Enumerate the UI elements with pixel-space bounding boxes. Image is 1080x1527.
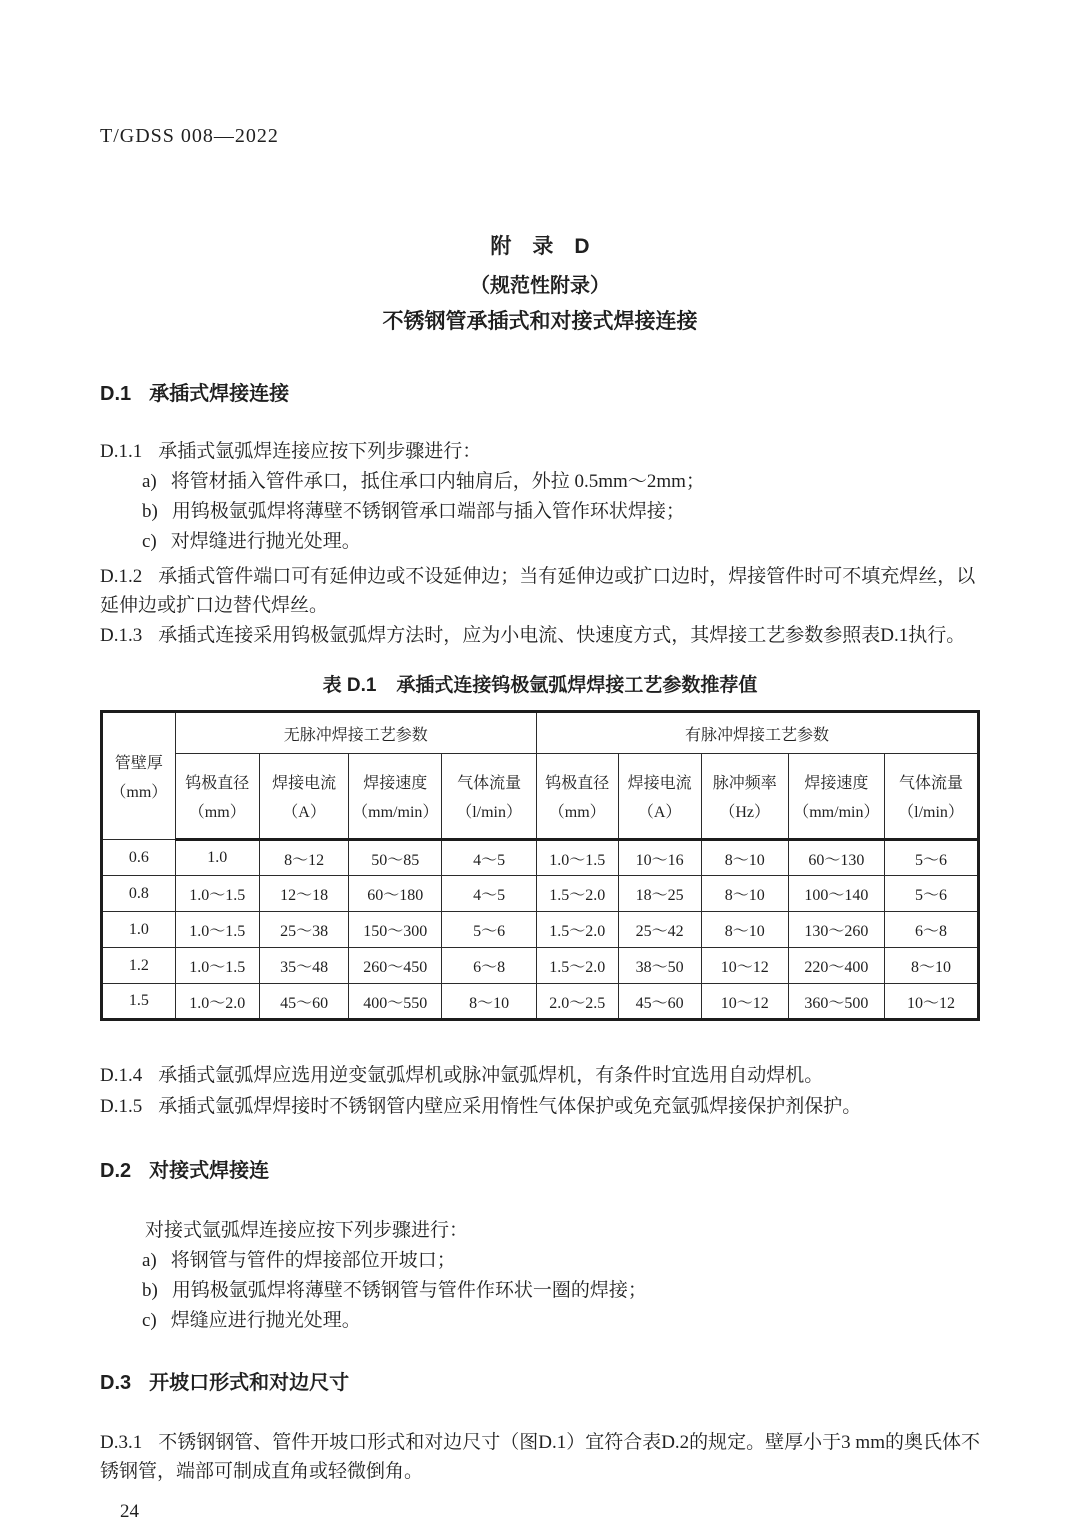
column-header-unit: （l/min） — [898, 804, 964, 821]
para-d112-text: 承插式管件端口可有延伸边或不设延伸边；当有延伸边或扩口边时，焊接管件时可不填充焊丝，以延伸边或扩口边替代焊丝。 — [100, 566, 976, 616]
table-group-header-row — [102, 712, 979, 754]
table-cell: 1.5～2.0 — [536, 948, 618, 984]
table-cell: 150～300 — [349, 912, 442, 948]
table-row — [102, 984, 979, 1020]
column-header-unit: （Hz） — [719, 804, 771, 821]
table-cell: 60～130 — [788, 840, 884, 876]
table-cell: 5～6 — [885, 876, 979, 912]
section-d1-label: D.1 — [100, 383, 132, 405]
table-cell: 4～5 — [442, 840, 537, 876]
table-row — [102, 840, 979, 876]
table-cell: 1.0 — [175, 840, 259, 876]
table-cell: 10～12 — [885, 984, 979, 1020]
table-cell: 400～550 — [349, 984, 442, 1020]
table-column-header — [175, 754, 259, 840]
para-d111-label: D.1.1 — [100, 441, 143, 462]
para-d131-label: D.3.1 — [100, 1432, 143, 1453]
column-header-unit: （mm） — [548, 804, 606, 821]
table-column-header — [259, 754, 348, 840]
table-cell: 260～450 — [349, 948, 442, 984]
table-cell: 1.0～1.5 — [175, 876, 259, 912]
table-cell: 25～38 — [259, 912, 348, 948]
list-item-label: c) — [142, 531, 157, 552]
table-cell: 6～8 — [885, 912, 979, 948]
column-header-unit: （A） — [637, 804, 682, 821]
table-cell: 45～60 — [618, 984, 701, 1020]
table-cell: 1.0～2.0 — [175, 984, 259, 1020]
list-item-text: 将管材插入管件承口，抵住承口内轴肩后，外拉 0.5mm～2mm； — [170, 471, 705, 492]
table-cell: 0.8 — [102, 876, 176, 912]
appendix-name: 不锈钢管承插式和对接式焊接连接 — [382, 310, 698, 333]
table-cell: 10～12 — [701, 984, 788, 1020]
para-d113-label: D.1.3 — [100, 625, 143, 646]
list-item — [100, 1306, 980, 1335]
table-row — [102, 948, 979, 984]
list-item-text: 焊缝应进行抛光处理。 — [170, 1310, 361, 1331]
table-cell: 8～12 — [259, 840, 348, 876]
column-header-unit: （mm） — [188, 804, 246, 821]
column-header-unit: （A） — [282, 804, 326, 821]
list-item-text: 对焊缝进行抛光处理。 — [170, 531, 361, 552]
column-header-line1: 钨极直径 — [185, 775, 250, 792]
table-cell: 1.0～1.5 — [175, 948, 259, 984]
appendix-heading: 附 录 D — [490, 235, 590, 258]
section-d3-label: D.3 — [100, 1372, 132, 1394]
table-cell: 8～10 — [701, 840, 788, 876]
section-d2-label: D.2 — [100, 1160, 132, 1182]
table-d1-title-text: 承插式连接钨极氩弧焊焊接工艺参数推荐值 — [396, 675, 758, 696]
table-d1-title-label: 表 D.1 — [322, 675, 377, 696]
list-item — [100, 467, 980, 496]
table-cell: 8～10 — [885, 948, 979, 984]
table-cell: 0.6 — [102, 840, 176, 876]
list-item-label: b) — [142, 1280, 158, 1301]
list-item-label: a) — [142, 1250, 157, 1271]
para-d115-text: 承插式氩弧焊焊接时不锈钢管内壁应采用惰性气体保护或免充氩弧焊接保护剂保护。 — [158, 1096, 862, 1117]
para-d114 — [100, 1061, 980, 1090]
table-subheader-row — [102, 754, 979, 840]
list-item — [100, 497, 980, 526]
list-item-text: 将钢管与管件的焊接部位开坡口； — [170, 1250, 456, 1271]
section-d3-title: 开坡口形式和对边尺寸 — [149, 1372, 350, 1394]
column-header-unit: （l/min） — [456, 804, 522, 821]
table-cell: 1.5～2.0 — [536, 912, 618, 948]
table-column-header — [442, 754, 537, 840]
table-cell: 2.0～2.5 — [536, 984, 618, 1020]
list-item — [100, 1246, 980, 1275]
list-item — [100, 1276, 980, 1305]
wall-header-line1: 管壁厚 — [114, 755, 163, 772]
wall-header-unit: （mm） — [110, 784, 168, 801]
table-cell: 1.2 — [102, 948, 176, 984]
para-d115-label: D.1.5 — [100, 1096, 143, 1117]
doc-number: T/GDSS 008—2022 — [100, 125, 279, 147]
column-header-unit: （mm/min） — [352, 804, 439, 821]
table-cell: 4～5 — [442, 876, 537, 912]
column-header-line1: 焊接速度 — [363, 775, 428, 792]
table-cell: 1.0 — [102, 912, 176, 948]
column-header-line1: 焊接电流 — [272, 775, 337, 792]
table-d1 — [100, 710, 980, 1021]
para-d114-label: D.1.4 — [100, 1065, 143, 1086]
para-d113-text: 承插式连接采用钨极氩弧焊方法时，应为小电流、快速度方式，其焊接工艺参数参照表D.1执行。 — [158, 625, 966, 646]
table-column-header — [701, 754, 788, 840]
list-item-text: 用钨极氩弧焊将薄壁不锈钢管与管件作环状一圈的焊接； — [171, 1280, 647, 1301]
para-d111-text: 承插式氩弧焊连接应按下列步骤进行： — [158, 441, 482, 462]
table-group-header-pulse: 有脉冲焊接工艺参数 — [536, 712, 978, 754]
table-column-header — [788, 754, 884, 840]
table-cell: 45～60 — [259, 984, 348, 1020]
table-column-header — [885, 754, 979, 840]
column-header-line1: 气体流量 — [457, 775, 522, 792]
para-d2-intro: 对接式氩弧焊连接应按下列步骤进行： — [145, 1220, 469, 1241]
table-cell: 6～8 — [442, 948, 537, 984]
table-cell: 60～180 — [349, 876, 442, 912]
para-d112 — [100, 562, 980, 620]
table-cell: 8～10 — [701, 876, 788, 912]
table-cell: 8～10 — [701, 912, 788, 948]
para-d131-text: 不锈钢钢管、管件开坡口形式和对边尺寸（图D.1）宜符合表D.2的规定。壁厚小于3 mm的奥氏体不锈钢管，端部可制成直角或轻微倒角。 — [100, 1432, 980, 1482]
table-cell: 10～16 — [618, 840, 701, 876]
table-column-header — [618, 754, 701, 840]
table-cell: 25～42 — [618, 912, 701, 948]
appendix-normative-note: （规范性附录） — [470, 275, 610, 297]
column-header-line1: 焊接速度 — [804, 775, 869, 792]
column-header-line1: 脉冲频率 — [712, 775, 777, 792]
table-cell: 360～500 — [788, 984, 884, 1020]
table-header-wall-thickness — [102, 712, 176, 840]
para-d131 — [100, 1428, 980, 1486]
list-item-label: c) — [142, 1310, 157, 1331]
table-cell: 1.0～1.5 — [536, 840, 618, 876]
page-number: 24 — [120, 1501, 139, 1522]
table-cell: 1.5～2.0 — [536, 876, 618, 912]
table-row — [102, 912, 979, 948]
table-column-header — [349, 754, 442, 840]
table-cell: 12～18 — [259, 876, 348, 912]
section-d2-heading — [100, 1154, 980, 1183]
para-d113 — [100, 621, 980, 650]
table-cell: 8～10 — [442, 984, 537, 1020]
list-item — [100, 527, 980, 556]
appendix-title-block — [100, 230, 980, 335]
section-d1-heading — [100, 377, 980, 406]
para-d112-label: D.1.2 — [100, 566, 143, 587]
table-cell: 50～85 — [349, 840, 442, 876]
table-cell: 220～400 — [788, 948, 884, 984]
table-cell: 38～50 — [618, 948, 701, 984]
table-cell: 10～12 — [701, 948, 788, 984]
column-header-unit: （mm/min） — [793, 804, 880, 821]
table-cell: 1.5 — [102, 984, 176, 1020]
table-d1-title — [100, 670, 980, 697]
list-item-text: 用钨极氩弧焊将薄壁不锈钢管承口端部与插入管作环状焊接； — [171, 501, 685, 522]
para-d111 — [100, 437, 980, 466]
table-cell: 18～25 — [618, 876, 701, 912]
section-d3-heading — [100, 1366, 980, 1395]
section-d1-title: 承插式焊接连接 — [149, 383, 290, 405]
table-cell: 35～48 — [259, 948, 348, 984]
list-item-label: a) — [142, 471, 157, 492]
table-group-header-no-pulse: 无脉冲焊接工艺参数 — [175, 712, 536, 754]
table-cell: 100～140 — [788, 876, 884, 912]
para-d115 — [100, 1092, 980, 1121]
column-header-line1: 焊接电流 — [627, 775, 692, 792]
table-cell: 5～6 — [885, 840, 979, 876]
para-d114-text: 承插式氩弧焊应选用逆变氩弧焊机或脉冲氩弧焊机，有条件时宜选用自动焊机。 — [158, 1065, 824, 1086]
table-cell: 1.0～1.5 — [175, 912, 259, 948]
table-row — [102, 876, 979, 912]
list-item-label: b) — [142, 501, 158, 522]
column-header-line1: 钨极直径 — [545, 775, 610, 792]
section-d2-title: 对接式焊接连 — [149, 1160, 270, 1182]
table-body — [102, 840, 979, 1020]
table-cell: 5～6 — [442, 912, 537, 948]
table-column-header — [536, 754, 618, 840]
column-header-line1: 气体流量 — [899, 775, 964, 792]
table-cell: 130～260 — [788, 912, 884, 948]
